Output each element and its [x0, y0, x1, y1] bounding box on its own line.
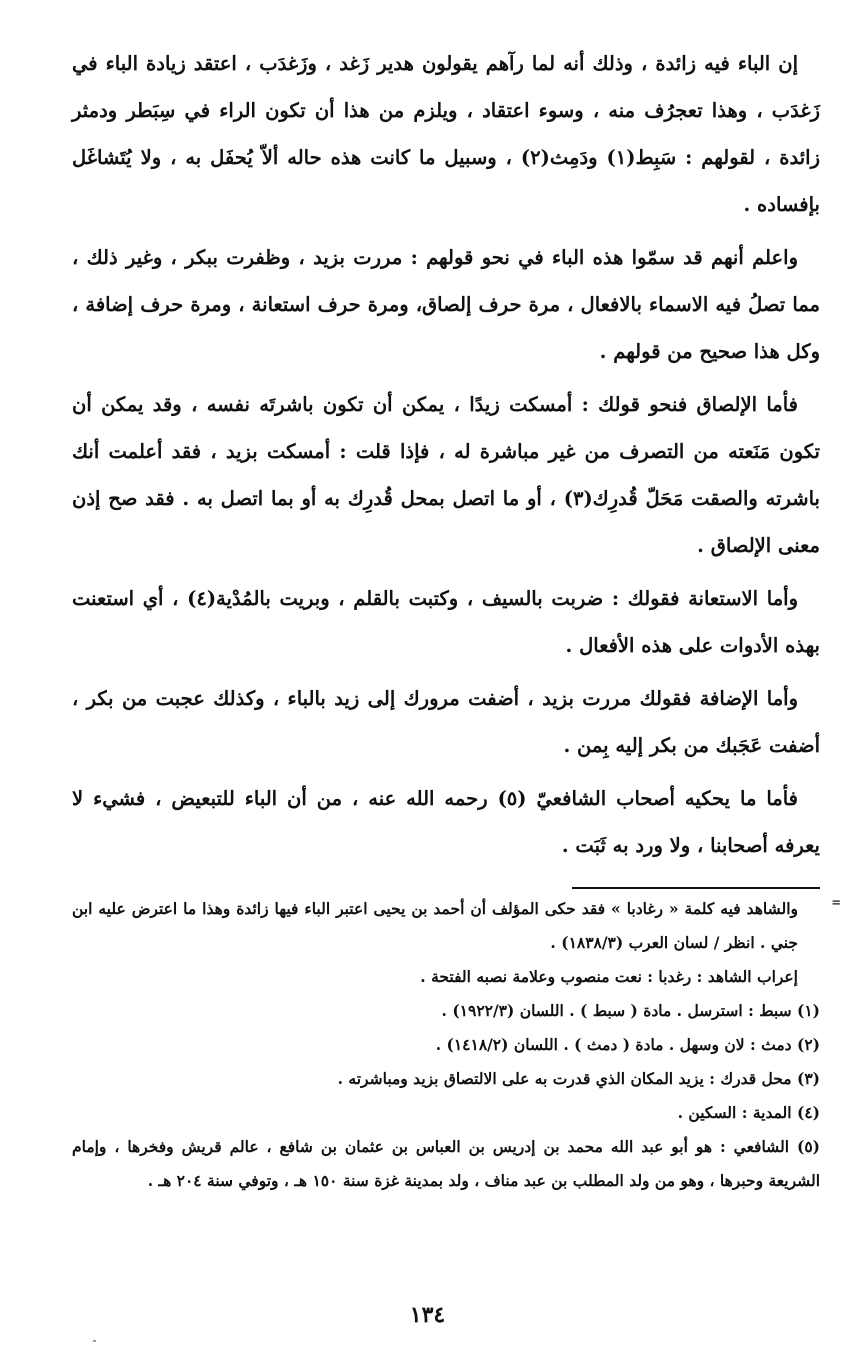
footnotes: [72, 892, 820, 1198]
footnote-4: (٤) المدية : السكين .: [677, 1103, 820, 1122]
footnote-separator: [572, 887, 820, 889]
footnote-3: (٣) محل قدرك : يزيد المكان الذي قدرت به على الالتصاق بزيد ومباشرته .: [337, 1069, 820, 1088]
paragraph-1: إن الباء فيه زائدة ، وذلك أنه لما رآهم يقولون هدير زَغد ، وزَغدَب ، اعتقد زيادة الباء في زَغدَب ، وهذا تعجرُف منه ، وسوء اعتقاد ، ويلزم من هذا أن تكون الراء في سِبَطر ودمثر زائدة ، لقولهم : سَبِط(١) ودَمِث(٢) ، وسبيل ما كانت هذه حاله ألاّ يُحفَل به ، ولا يُتَشاغَل بإفساده .: [72, 52, 821, 216]
footnote-5: (٥) الشافعي : هو أبو عبد الله محمد بن إدريس بن العباس بن عثمان بن شافع ، عالم قريش وفخرها ، وإمام الشريعة وحبرها ، وهو من ولد المطلب بن عبد مناف ، ولد بمدينة غزة سنة ١٥٠ هـ ، وتوفي سنة ٢٠٤ هـ .: [72, 1137, 820, 1190]
page-number: ١٣٤: [409, 1302, 446, 1328]
footnote-continuation-mark: =: [832, 895, 841, 911]
footnote-1: (١) سبط : استرسل . مادة ( سبط ) . اللسان (١٩٢٢/٣) .: [441, 1001, 820, 1020]
paragraph-6: فأما ما يحكيه أصحاب الشافعيّ (٥) رحمه الله عنه ، من أن الباء للتبعيض ، فشيء لا يعرفه أصحابنا ، ولا ورد به ثَبَت .: [72, 787, 820, 857]
paragraph-3: فأما الإلصاق فنحو قولك : أمسكت زيدًا ، يمكن أن تكون باشرتَه نفسه ، وقد يمكن أن تكون مَنَعته من التصرف من غير مباشرة له ، فإذا قلت : أمسكت بزيد ، فقد أعلمت أنك باشرته والصقت مَحَلّ قُدرِك(٣) ، أو ما اتصل بمحل قُدرِك به أو بما اتصل به . فقد صح إذن معنى الإلصاق .: [72, 393, 820, 557]
footnote-2: (٢) دمث : لان وسهل . مادة ( دمث ) . اللسان (١٤١٨/٢) .: [435, 1035, 820, 1054]
scan-speck: [93, 1340, 96, 1342]
footnote-continued-text: والشاهد فيه كلمة « رغادبا » فقد حكى المؤلف أن أحمد بن يحيى اعتبر الباء فيها زائدة وهذا ما اعترض عليه ابن جني . انظر / لسان العرب (١٨٣٨/٣) .: [72, 899, 798, 952]
paragraph-4: وأما الاستعانة فقولك : ضربت بالسيف ، وكتبت بالقلم ، وبريت بالمُدْية(٤) ، أي استعنت بهذه الأدوات على هذه الأفعال .: [72, 587, 820, 657]
main-text: [72, 40, 820, 869]
paragraph-5: وأما الإضافة فقولك مررت بزيد ، أضفت مرورك إلى زيد بالباء ، وكذلك عجبت من بكر ، أضفت عَجَبك من بكر إليه بِمن .: [72, 687, 820, 757]
paragraph-2: واعلم أنهم قد سمّوا هذه الباء في نحو قولهم : مررت بزيد ، وظفرت ببكر ، وغير ذلك ، مما تصلُ فيه الاسماء بالافعال ، مرة حرف إلصاق، ومرة حرف استعانة ، ومرة حرف إضافة ، وكل هذا صحيح من قولهم .: [72, 246, 820, 363]
footnote-continued-parsing: إعراب الشاهد : رغدبا : نعت منصوب وعلامة نصبه الفتحة .: [420, 967, 798, 986]
